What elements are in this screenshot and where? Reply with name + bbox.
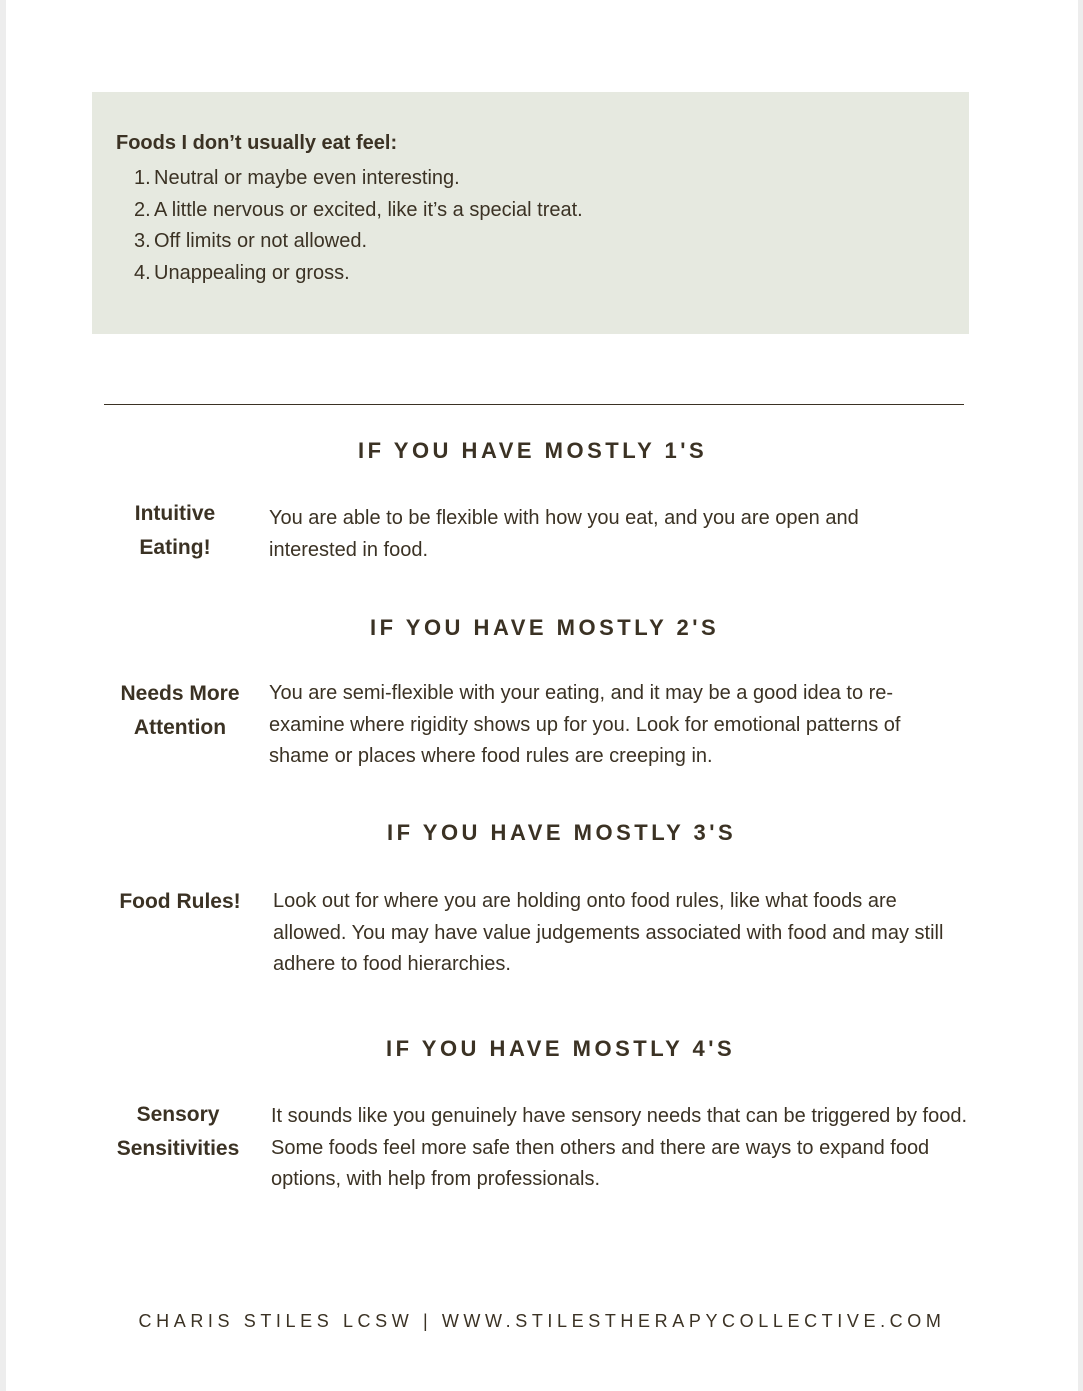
option-text: Neutral or maybe even interesting. (154, 167, 460, 189)
answer-option (134, 258, 583, 290)
answer-options-list (134, 163, 583, 289)
result-label-3: Food Rules! (119, 890, 241, 913)
option-number: 2. (134, 198, 151, 221)
section-divider (104, 404, 964, 405)
result-label-1: Intuitive Eating! (134, 502, 216, 559)
option-text: A little nervous or excited, like it’s a special treat. (154, 198, 583, 221)
option-text: Off limits or not allowed. (154, 230, 368, 252)
result-text-2: You are semi-flexible with your eating, and it may be a good idea to re-examine where rigidity shows up for you. Look for emotional patterns of shame or places where food rules are creeping in. (269, 682, 901, 767)
result-label-2: Needs More Attention (120, 682, 240, 739)
result-heading-1: IF YOU HAVE MOSTLY 1'S (358, 438, 708, 463)
result-heading-2: IF YOU HAVE MOSTLY 2'S (370, 615, 720, 640)
answer-option (134, 195, 583, 227)
option-text: Unappealing or gross. (154, 261, 350, 284)
result-text-1: You are able to be flexible with how you eat, and you are open and interested in food. (269, 507, 859, 561)
answer-option (134, 226, 583, 258)
option-number: 3. (134, 230, 151, 252)
answer-option (134, 163, 583, 195)
result-heading-3: IF YOU HAVE MOSTLY 3'S (387, 820, 737, 845)
footer-credit: CHARIS STILES LCSW | WWW.STILESTHERAPYCOLLECTIVE.COM (138, 1311, 946, 1331)
result-text-4: It sounds like you genuinely have sensory needs that can be triggered by food. Some foods feel more safe then others and there are ways to expand food options, with help from professionals. (271, 1105, 968, 1190)
result-label-4: Sensory Sensitivities (116, 1103, 240, 1160)
result-heading-4: IF YOU HAVE MOSTLY 4'S (386, 1036, 736, 1061)
option-number: 1. (134, 167, 151, 189)
document-page (6, 0, 1078, 1391)
question-title: Foods I don’t usually eat feel: (116, 132, 398, 154)
question-box (92, 92, 969, 334)
option-number: 4. (134, 261, 151, 284)
result-text-3: Look out for where you are holding onto food rules, like what foods are allowed. You may have value judgements associated with food and may still adhere to food hierarchies. (273, 890, 944, 975)
